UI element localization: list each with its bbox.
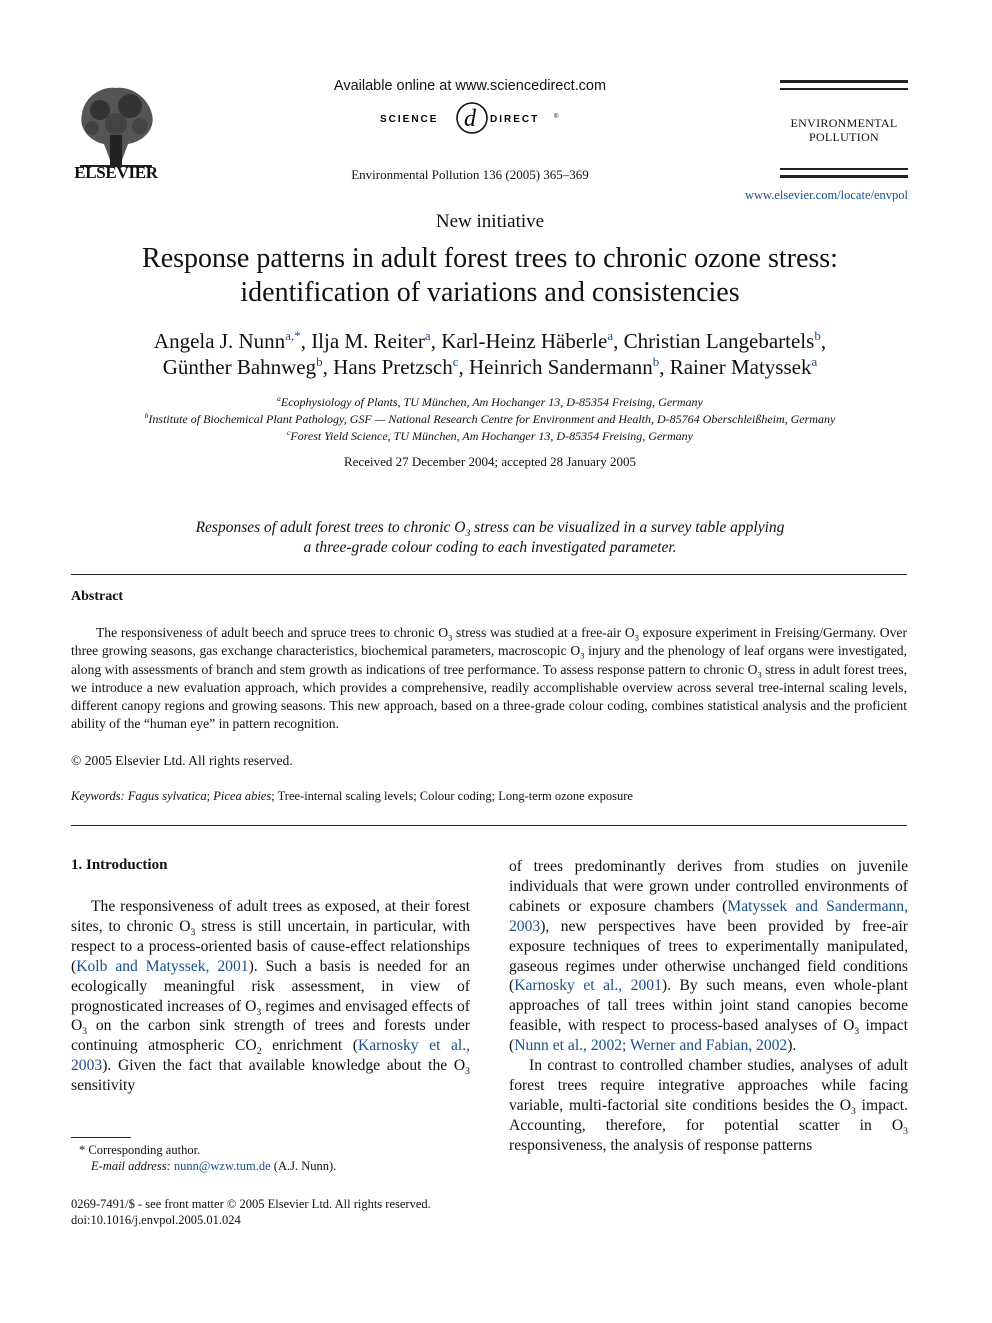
keyword-species: Picea abies [213, 789, 272, 803]
abstract-bottom-rule [71, 825, 907, 826]
affiliation-text: Institute of Biochemical Plant Pathology, GSF — National Research Centre for Environment and Health, D-85764 Oberschleißheim, Germany [148, 412, 836, 426]
title-line-1: Response patterns in adult forest trees to chronic ozone stress: [142, 243, 838, 274]
available-online-text: Available online at www.sciencedirect.com [333, 78, 607, 94]
keywords-label: Keywords: [71, 789, 125, 803]
abstract-copyright: © 2005 Elsevier Ltd. All rights reserved. [71, 753, 293, 768]
introduction-heading: 1. Introduction [71, 857, 168, 873]
affiliations [40, 394, 940, 445]
affiliation-text: Ecophysiology of Plants, TU München, Am Hochanger 13, D-85354 Freising, Germany [280, 395, 703, 409]
abstract-body [71, 624, 907, 734]
highlight-line-1 [120, 518, 860, 538]
author-separator: , [458, 355, 469, 379]
publisher-wordmark: ELSEVIER [74, 163, 158, 182]
abstract-heading: Abstract [71, 589, 124, 604]
issn-line: 0269-7491/$ - see front matter © 2005 Elsevier Ltd. All rights reserved. [71, 1197, 431, 1211]
author-name: Ilja M. Reiter [311, 329, 425, 353]
journal-name-line-1: ENVIRONMENTAL [790, 116, 898, 130]
author-separator: , [613, 329, 624, 353]
keyword-species: Fagus sylvatica [127, 789, 207, 803]
author-affil-link[interactable]: b [814, 328, 821, 343]
citation-link[interactable]: Karnosky et al., 2003 [71, 1037, 471, 1075]
email-link[interactable]: nunn@wzw.tum.de [173, 1159, 271, 1173]
author-affil-link[interactable]: a,* [285, 328, 301, 343]
section-label: New initiative [435, 211, 545, 232]
body-column-left [71, 897, 470, 1096]
email-label: E-mail address: [91, 1159, 171, 1173]
author-separator: , [820, 329, 827, 353]
front-matter [71, 1196, 511, 1228]
author-name: Christian Langebartels [623, 329, 815, 353]
author-list [60, 328, 920, 380]
journal-name [780, 116, 908, 144]
author-name: Karl-Heinz Häberle [441, 329, 608, 353]
sd-mark: ® [554, 114, 559, 120]
sciencedirect-logo [360, 98, 580, 138]
affiliation-marker: c [287, 428, 291, 437]
affiliation-c [40, 428, 940, 445]
corresponding-author-note: * Corresponding author. [79, 1143, 201, 1157]
received-dates: Received 27 December 2004; accepted 28 January 2005 [343, 454, 637, 469]
citation-link[interactable]: Karnosky et al., 2001 [514, 977, 662, 995]
affiliation-marker: b [144, 411, 149, 420]
body-column-right [509, 857, 908, 1156]
journal-box-rule-top-2 [780, 88, 908, 90]
journal-box-rule-bottom-1 [780, 168, 908, 170]
author-separator: , [300, 329, 312, 353]
intro-paragraph-1-cont: of trees predominantly derives from studies on juvenile individuals that were grown under controlled environments of cabinets or exposure chambers (Matyssek and Sandermann, 2003), new perspectives have been provided by free-air exposure techniques of trees to experimentally manipulated, gaseous regimes under otherwise unchanged field conditions (Karnosky et al., 2001). By such means, even whole-plant approaches of tall trees within joint stand canopies become feasible, with respect to process-based analyses of $O_3$ impact (Nunn et al., 2002; Werner and Fabian, 2002). [509, 858, 908, 1055]
affiliation-text: Forest Yield Science, TU München, Am Hochanger 13, D-85354 Freising, Germany [290, 429, 693, 443]
highlight-statement [120, 518, 860, 558]
author-name: Angela J. Nunn [153, 329, 286, 353]
author-name: Günther Bahnweg [162, 355, 317, 379]
author-separator: , [322, 355, 334, 379]
intro-paragraph-1: The responsiveness of adult trees as exposed, at their forest sites, to chronic $O_3$ stress is still uncertain, in particular, with respect to a process-oriented basis of cause-effect relationships (Kolb and Matyssek, 2001). Such a basis is needed for an ecologically meaningful risk assessment, in view of prognosticated increases of $O_3$ regimes and envisaged effects of $O_3$ on the carbon sink strength of trees and forests under continuing atmospheric $CO_2$ enrichment (Karnosky et al., 2003). Given the fact that available knowledge about the $O_3$ sensitivity [71, 898, 471, 1095]
sd-left-text: SCIENCE [380, 114, 439, 125]
author-affil-link[interactable]: a [811, 354, 818, 369]
author-separator: , [659, 355, 670, 379]
highlight-subscript: 3 [465, 528, 471, 540]
abstract-top-rule [71, 574, 907, 575]
highlight-text: stress can be visualized in a survey table applying [470, 519, 785, 536]
author-affil-link[interactable]: c [452, 354, 459, 369]
author-affil-link[interactable]: a [607, 328, 614, 343]
citation-link[interactable]: Matyssek and Sandermann, 2003 [509, 897, 908, 935]
doi-line: doi:10.1016/j.envpol.2005.01.024 [71, 1213, 241, 1227]
journal-citation: Environmental Pollution 136 (2005) 365–369 [351, 167, 589, 182]
author-separator: , [430, 329, 442, 353]
journal-name-line-2: POLLUTION [808, 130, 880, 144]
sd-right-text: DIRECT [490, 114, 540, 125]
highlight-text: Responses of adult forest trees to chronic O [195, 519, 466, 536]
journal-box-rule-bottom-2 [780, 175, 908, 178]
author-affil-link[interactable]: b [316, 354, 323, 369]
keywords-rest: ; Tree-internal scaling levels; Colour coding; Long-term ozone exposure [271, 789, 633, 803]
affiliation-marker: a [277, 394, 281, 403]
author-line-2 [60, 354, 920, 380]
email-note [71, 1158, 491, 1174]
author-affil-link[interactable]: b [652, 354, 660, 369]
author-line-1 [60, 328, 920, 354]
affiliation-b [40, 411, 940, 428]
abstract-paragraph: The responsiveness of adult beech and spruce trees to chronic $O_3$ stress was studied at a free-air $O_3$ exposure experiment in Freising/Germany. Over three growing seasons, gas exchange characteristics, biochemical parameters, macroscopic $O_3$ injury and the phenology of leaf organs were investigated, along with assessments of branch and stem growth as indications of tree performance. To assess response pattern to chronic $O_3$ stress in adult forest trees, we introduce a new evaluation approach, which provides a comprehensive, readily accomplishable overview across several tree-internal scaling levels, different canopy regions and growing seasons. This new approach, based on a three-grade colour coding, combines statistical analysis and the proficient ability of the “human eye” in pattern recognition. [71, 625, 907, 732]
footnote-rule [71, 1137, 131, 1138]
affiliation-a [40, 394, 940, 411]
citation-link[interactable]: Kolb and Matyssek, 2001 [76, 957, 249, 975]
author-name: Hans Pretzsch [333, 355, 453, 379]
journal-box-rule-top-1 [780, 80, 908, 83]
journal-url-link[interactable]: www.elsevier.com/locate/envpol [744, 188, 908, 202]
keywords: Keywords: Fagus sylvatica; Picea abies; Tree-internal scaling levels; Colour coding; Long-term ozone exposure [71, 789, 633, 803]
citation-link[interactable]: Nunn et al., 2002; Werner and Fabian, 2002 [514, 1037, 788, 1055]
author-affil-link[interactable]: a [424, 328, 431, 343]
svg-text:d: d [464, 106, 476, 132]
author-name: Rainer Matyssek [669, 355, 812, 379]
email-owner: (A.J. Nunn). [270, 1159, 337, 1173]
highlight-line-2: a three-grade colour coding to each investigated parameter. [303, 539, 677, 556]
footnote [71, 1142, 491, 1174]
intro-paragraph-2: In contrast to controlled chamber studies, analyses of adult forest trees require integrative approaches while facing variable, multi-factorial site conditions besides the $O_3$ impact. Accounting, therefore, for potential scatter in $O_3$ responsiveness, the analysis of response patterns [509, 1057, 908, 1154]
article-title [60, 242, 920, 310]
title-line-2: identification of variations and consistencies [240, 277, 740, 308]
author-name: Heinrich Sandermann [469, 355, 653, 379]
